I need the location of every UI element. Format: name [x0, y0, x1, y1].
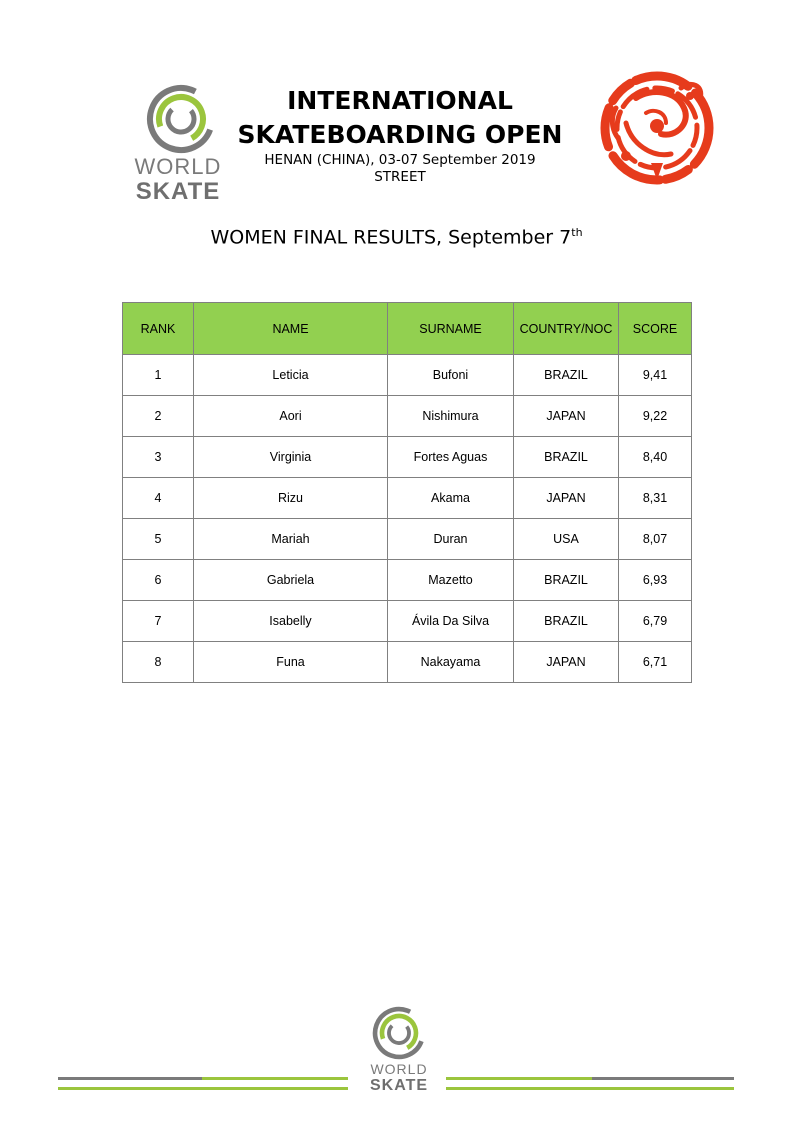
cell-score: 9,41 [619, 355, 692, 396]
table-row [123, 601, 692, 642]
cell-rank: 8 [123, 642, 194, 683]
cell-country: JAPAN [514, 478, 619, 519]
results-table [122, 302, 692, 683]
logo-text-skate: SKATE [135, 178, 221, 205]
cell-surname: Akama [388, 478, 514, 519]
footer-swirl-icon [372, 1006, 426, 1060]
cell-surname: Nakayama [388, 642, 514, 683]
cell-name: Leticia [194, 355, 388, 396]
cell-country: BRAZIL [514, 560, 619, 601]
cell-country: JAPAN [514, 642, 619, 683]
cell-country: BRAZIL [514, 601, 619, 642]
table-row [123, 560, 692, 601]
footer-logo-text-world: WORLD [370, 1061, 428, 1077]
table-row [123, 478, 692, 519]
cell-country: BRAZIL [514, 355, 619, 396]
table-row [123, 642, 692, 683]
results-heading-superscript: th [571, 226, 583, 239]
table-row [123, 519, 692, 560]
cell-rank: 5 [123, 519, 194, 560]
event-discipline: STREET [374, 169, 426, 185]
table-row [123, 396, 692, 437]
cell-name: Mariah [194, 519, 388, 560]
cell-country: USA [514, 519, 619, 560]
logo-text-world: WORLD [134, 154, 222, 179]
cell-name: Rizu [194, 478, 388, 519]
world-skate-logo [128, 84, 228, 206]
cell-rank: 4 [123, 478, 194, 519]
footer-world-skate-logo [354, 1006, 444, 1096]
cell-name: Virginia [194, 437, 388, 478]
cell-rank: 1 [123, 355, 194, 396]
cell-score: 8,07 [619, 519, 692, 560]
column-header-name: NAME [194, 303, 388, 355]
footer-line-right-green [446, 1077, 592, 1080]
column-header-rank: RANK [123, 303, 194, 355]
cell-score: 6,93 [619, 560, 692, 601]
cell-name: Aori [194, 396, 388, 437]
column-header-surname: SURNAME [388, 303, 514, 355]
cell-surname: Nishimura [388, 396, 514, 437]
footer-line-left-gray2 [202, 1077, 348, 1080]
cell-surname: Mazetto [388, 560, 514, 601]
results-heading [0, 226, 793, 248]
cell-rank: 3 [123, 437, 194, 478]
event-title-block [230, 84, 570, 186]
column-header-score: SCORE [619, 303, 692, 355]
cell-country: BRAZIL [514, 437, 619, 478]
cell-country: JAPAN [514, 396, 619, 437]
footer-line-right-green2 [446, 1087, 734, 1090]
table-header-row [123, 303, 692, 355]
event-title-line1: INTERNATIONAL [287, 86, 513, 115]
cell-surname: Ávila Da Silva [388, 601, 514, 642]
world-skate-swirl-icon [146, 84, 216, 154]
cell-score: 6,79 [619, 601, 692, 642]
event-title-line2: SKATEBOARDING OPEN [237, 120, 563, 149]
cell-score: 6,71 [619, 642, 692, 683]
cell-score: 8,31 [619, 478, 692, 519]
cell-name: Funa [194, 642, 388, 683]
cell-surname: Duran [388, 519, 514, 560]
cell-surname: Bufoni [388, 355, 514, 396]
cell-rank: 2 [123, 396, 194, 437]
cell-name: Isabelly [194, 601, 388, 642]
cell-score: 9,22 [619, 396, 692, 437]
table-row [123, 437, 692, 478]
footer-line-right-gray [592, 1077, 734, 1080]
cell-surname: Fortes Aguas [388, 437, 514, 478]
event-location-dates: HENAN (CHINA), 03-07 September 2019 [264, 152, 536, 168]
results-heading-text: WOMEN FINAL RESULTS, September 7 [210, 226, 572, 249]
cell-rank: 6 [123, 560, 194, 601]
cell-name: Gabriela [194, 560, 388, 601]
footer-logo-text-skate: SKATE [369, 1077, 429, 1094]
cell-rank: 7 [123, 601, 194, 642]
table-row [123, 355, 692, 396]
footer-line-left-gray [58, 1077, 202, 1080]
cell-score: 8,40 [619, 437, 692, 478]
footer-line-left-green [58, 1087, 348, 1090]
column-header-country: COUNTRY/NOC [514, 303, 619, 355]
phoenix-emblem-icon [596, 68, 718, 186]
